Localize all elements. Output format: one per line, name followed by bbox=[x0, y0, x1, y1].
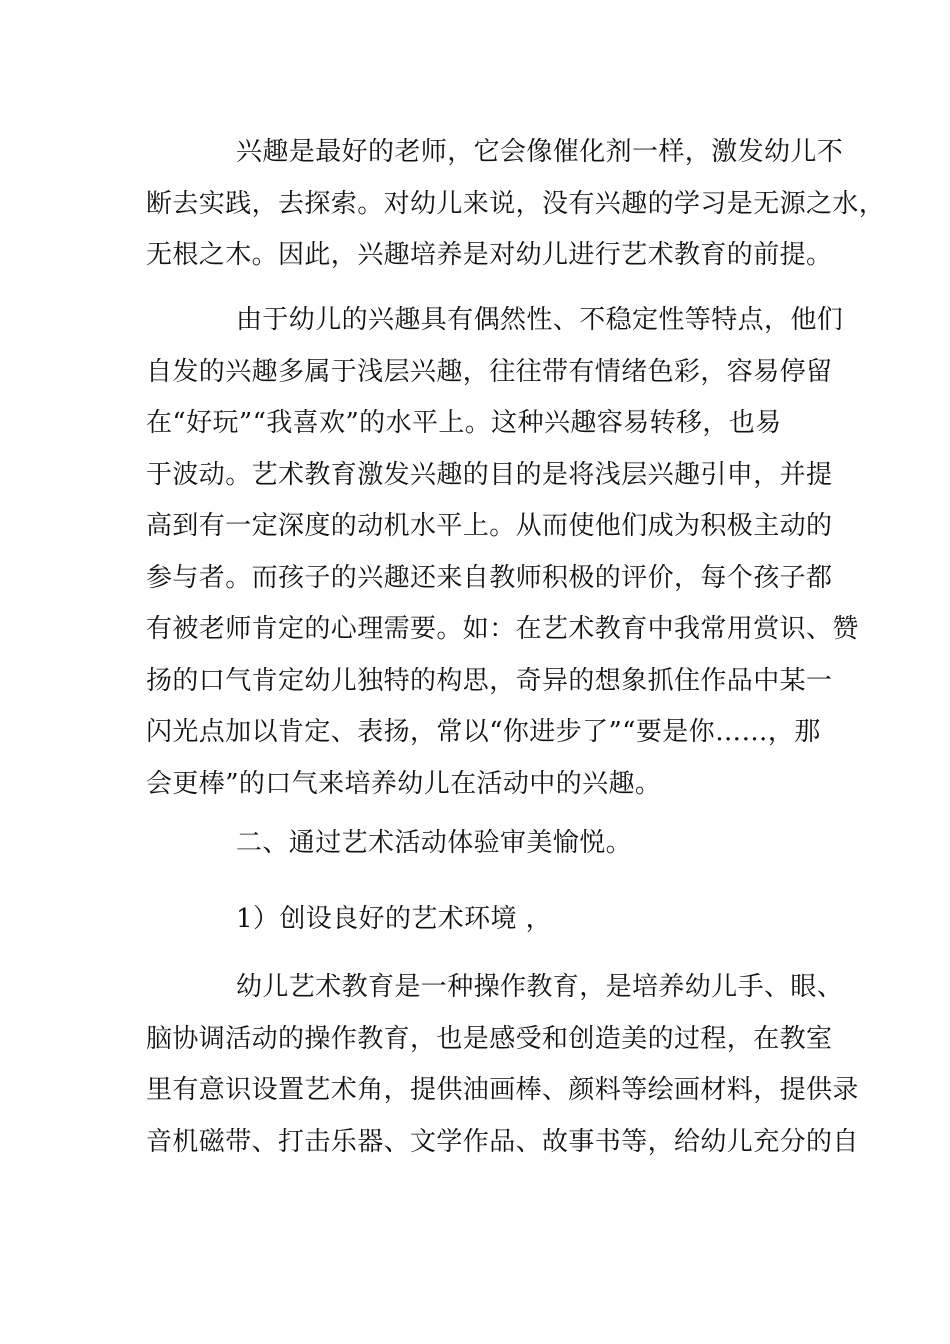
text-line: 兴趣是最好的老师，它会像催化剂一样，激发幼儿不 bbox=[236, 137, 844, 167]
paragraph-art-environment bbox=[146, 962, 859, 1168]
text-line: 里有意识设置艺术角，提供油画棒、颜料等绘画材料，提供录 bbox=[146, 1075, 859, 1105]
text-line: 扬的口气肯定幼儿独特的构思，奇异的想象抓住作品中某一 bbox=[146, 665, 833, 696]
subheading-text: 1）创设良好的艺术环境 ， bbox=[236, 904, 553, 934]
paragraph-interest-teacher bbox=[146, 127, 886, 282]
text-line: 幼儿艺术教育是一种操作教育，是培养幼儿手、眼、 bbox=[236, 972, 844, 1002]
text-line: 于波动。艺术教育激发兴趣的目的是将浅层兴趣引申，并提 bbox=[146, 459, 833, 490]
paragraph-interest-characteristics bbox=[146, 295, 859, 810]
text-line: 断去实践，去探索。对幼儿来说，没有兴趣的学习是无源之水， bbox=[146, 188, 886, 219]
heading-text: 二、通过艺术活动体验审美愉悦。 bbox=[236, 828, 633, 858]
text-line: 会更棒”的口气来培养幼儿在活动中的兴趣。 bbox=[146, 768, 662, 799]
text-line: 脑协调活动的操作教育，也是感受和创造美的过程，在教室 bbox=[146, 1023, 833, 1054]
text-line: 自发的兴趣多属于浅层兴趣，往往带有情绪色彩，容易停留 bbox=[146, 356, 833, 387]
subsection-heading bbox=[146, 894, 826, 946]
text-line: 闪光点加以肯定、表扬，常以“你进步了”“要是你……，那 bbox=[146, 717, 821, 747]
text-line: 无根之木。因此，兴趣培养是对幼儿进行艺术教育的前提。 bbox=[146, 240, 833, 270]
text-line: 由于幼儿的兴趣具有偶然性、不稳定性等特点，他们 bbox=[236, 305, 844, 335]
text-line: 在“好玩”“我喜欢”的水平上。这种兴趣容易转移，也易 bbox=[146, 408, 782, 438]
text-line: 音机磁带、打击乐器、文学作品、故事书等，给幼儿充分的自 bbox=[146, 1126, 859, 1157]
text-line: 参与者。而孩子的兴趣还来自教师积极的评价，每个孩子都 bbox=[146, 562, 833, 593]
text-line: 高到有一定深度的动机水平上。从而使他们成为积极主动的 bbox=[146, 511, 833, 541]
section-heading bbox=[146, 818, 826, 870]
text-line: 有被老师肯定的心理需要。如：在艺术教育中我常用赏识、赞 bbox=[146, 614, 859, 644]
